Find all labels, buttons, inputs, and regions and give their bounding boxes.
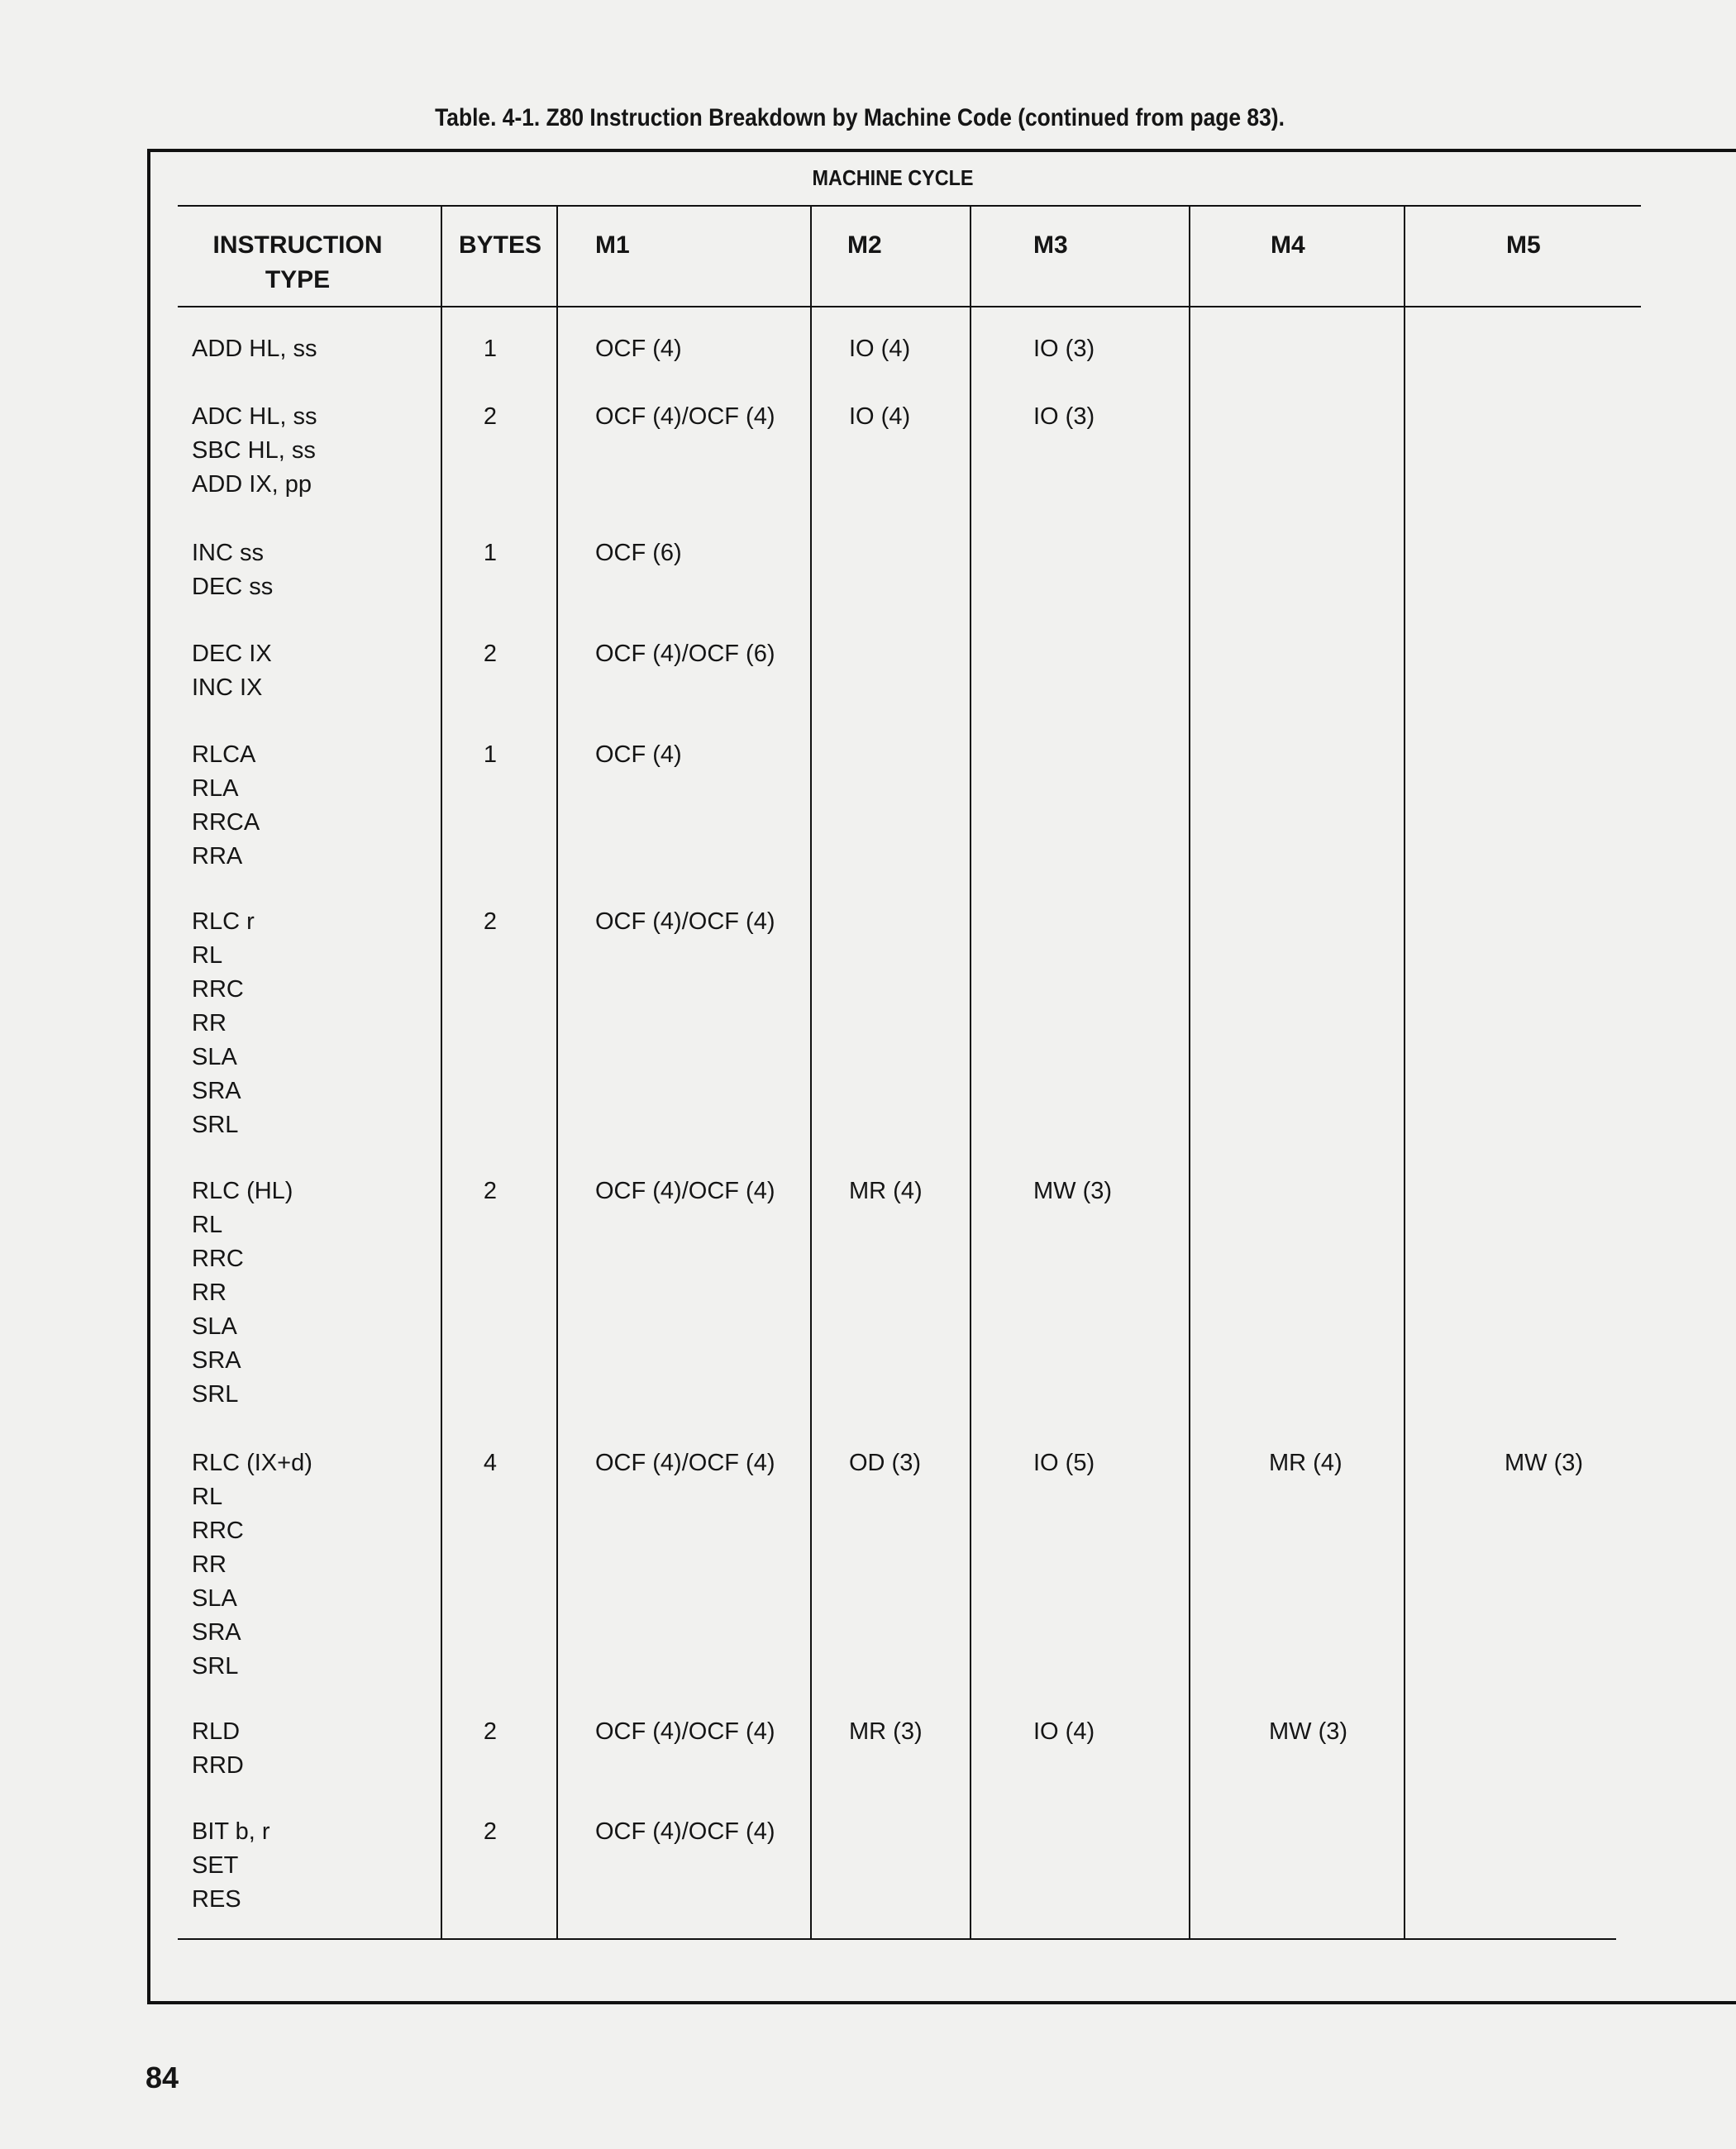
instruction-list — [192, 332, 317, 366]
cell-m1: OCF (4)/OCF (4) — [595, 1718, 775, 1745]
cell-m1: OCF (4)/OCF (4) — [595, 1450, 775, 1476]
cell-m1: OCF (4) — [595, 741, 682, 768]
cell-m5: MW (3) — [1505, 1450, 1584, 1476]
cell-m3: MW (3) — [1033, 1178, 1113, 1204]
instruction-mnemonic: RRC — [192, 1246, 244, 1272]
instruction-mnemonic: RL — [192, 942, 223, 969]
instruction-mnemonic: SRL — [192, 1381, 239, 1408]
instruction-mnemonic: RRCA — [192, 809, 260, 836]
cell-m1: OCF (4) — [595, 336, 682, 362]
cell-m1: OCF (4)/OCF (4) — [595, 403, 775, 430]
cell-bytes: 4 — [483, 1450, 498, 1476]
instruction-mnemonic: RLCA — [192, 741, 256, 768]
cell-bytes: 2 — [483, 1178, 498, 1204]
instruction-mnemonic: INC IX — [192, 674, 263, 701]
instruction-mnemonic: SRA — [192, 1347, 241, 1374]
cell-bytes: 2 — [483, 908, 498, 935]
instruction-mnemonic: RLD — [192, 1718, 241, 1745]
instruction-mnemonic: SRL — [192, 1112, 239, 1138]
cell-bytes: 2 — [483, 403, 498, 430]
cell-m2: OD (3) — [849, 1450, 921, 1476]
page-number: 84 — [145, 2061, 179, 2094]
instruction-list — [192, 637, 272, 705]
header-m1: M1 — [595, 231, 630, 259]
instruction-list — [192, 400, 317, 502]
cell-bytes: 1 — [483, 540, 498, 566]
instruction-mnemonic: INC ss — [192, 540, 264, 566]
instruction-list — [192, 536, 273, 604]
cell-m3: IO (5) — [1033, 1450, 1095, 1476]
cell-m1: OCF (4)/OCF (6) — [595, 641, 775, 667]
instruction-list — [192, 1815, 270, 1917]
instruction-mnemonic: SRA — [192, 1619, 241, 1646]
cell-m1: OCF (4)/OCF (4) — [595, 1178, 775, 1204]
instruction-mnemonic: SBC HL, ss — [192, 437, 316, 464]
column-divider-m5 — [1404, 207, 1405, 1938]
header-m3: M3 — [1033, 231, 1068, 259]
header-m4: M4 — [1271, 231, 1305, 259]
instruction-list — [192, 1175, 293, 1412]
instruction-mnemonic: SLA — [192, 1044, 237, 1070]
instruction-mnemonic: RR — [192, 1010, 227, 1036]
cell-bytes: 2 — [483, 1818, 498, 1845]
instruction-mnemonic: RR — [192, 1279, 227, 1306]
cell-m2: MR (4) — [849, 1178, 923, 1204]
table-caption: Table. 4-1. Z80 Instruction Breakdown by Machine Code (continued from page 83). — [435, 104, 1285, 131]
instruction-mnemonic: RL — [192, 1212, 223, 1238]
header-m5: M5 — [1506, 231, 1541, 259]
table-bottom-rule — [178, 1938, 1616, 1940]
cell-m3: IO (4) — [1033, 1718, 1095, 1745]
instruction-mnemonic: ADC HL, ss — [192, 403, 317, 430]
instruction-mnemonic: SLA — [192, 1585, 237, 1612]
instruction-mnemonic: RRC — [192, 976, 244, 1003]
instruction-mnemonic: RL — [192, 1484, 223, 1510]
cell-bytes: 2 — [483, 1718, 498, 1745]
instruction-mnemonic: RR — [192, 1551, 227, 1578]
header-bottom-rule — [178, 306, 1641, 307]
instruction-list — [192, 738, 260, 874]
cell-m2: MR (3) — [849, 1718, 923, 1745]
cell-m3: IO (3) — [1033, 403, 1095, 430]
cell-m1: OCF (4)/OCF (4) — [595, 908, 775, 935]
instruction-mnemonic: DEC IX — [192, 641, 272, 667]
header-m2: M2 — [847, 231, 882, 259]
column-divider-m1 — [556, 207, 558, 1938]
instruction-mnemonic: SRL — [192, 1653, 239, 1680]
header-bytes: BYTES — [459, 231, 542, 259]
instruction-mnemonic: RRA — [192, 843, 243, 870]
instruction-mnemonic: BIT b, r — [192, 1818, 270, 1845]
instruction-mnemonic: RLA — [192, 775, 239, 802]
instruction-mnemonic: RRC — [192, 1518, 244, 1544]
instruction-list — [192, 1446, 312, 1684]
column-divider-m2 — [810, 207, 812, 1938]
cell-bytes: 1 — [483, 336, 498, 362]
instruction-list — [192, 1715, 244, 1783]
cell-m1: OCF (6) — [595, 540, 682, 566]
cell-m2: IO (4) — [849, 336, 911, 362]
column-divider-m3 — [970, 207, 971, 1938]
instruction-mnemonic: RLC (HL) — [192, 1178, 293, 1204]
instruction-mnemonic: SET — [192, 1852, 239, 1879]
instruction-mnemonic: ADD HL, ss — [192, 336, 317, 362]
instruction-mnemonic: RRD — [192, 1752, 244, 1779]
cell-m2: IO (4) — [849, 403, 911, 430]
header-top-rule — [178, 205, 1641, 207]
instruction-mnemonic: RLC r — [192, 908, 255, 935]
instruction-mnemonic: DEC ss — [192, 574, 274, 600]
column-divider-bytes — [441, 207, 442, 1938]
table-frame — [147, 149, 1736, 2004]
cell-m4: MR (4) — [1269, 1450, 1343, 1476]
header-instruction-type: INSTRUCTION TYPE — [212, 231, 383, 293]
instruction-mnemonic: SLA — [192, 1313, 237, 1340]
cell-m1: OCF (4)/OCF (4) — [595, 1818, 775, 1845]
cell-bytes: 2 — [483, 641, 498, 667]
instruction-mnemonic: RES — [192, 1886, 241, 1913]
instruction-mnemonic: ADD IX, pp — [192, 471, 312, 498]
machine-cycle-title: MACHINE CYCLE — [812, 165, 974, 190]
instruction-mnemonic: SRA — [192, 1078, 241, 1104]
cell-m4: MW (3) — [1269, 1718, 1348, 1745]
cell-bytes: 1 — [483, 741, 498, 768]
cell-m3: IO (3) — [1033, 336, 1095, 362]
instruction-mnemonic: RLC (IX+d) — [192, 1450, 312, 1476]
column-divider-m4 — [1189, 207, 1190, 1938]
instruction-list — [192, 905, 255, 1142]
